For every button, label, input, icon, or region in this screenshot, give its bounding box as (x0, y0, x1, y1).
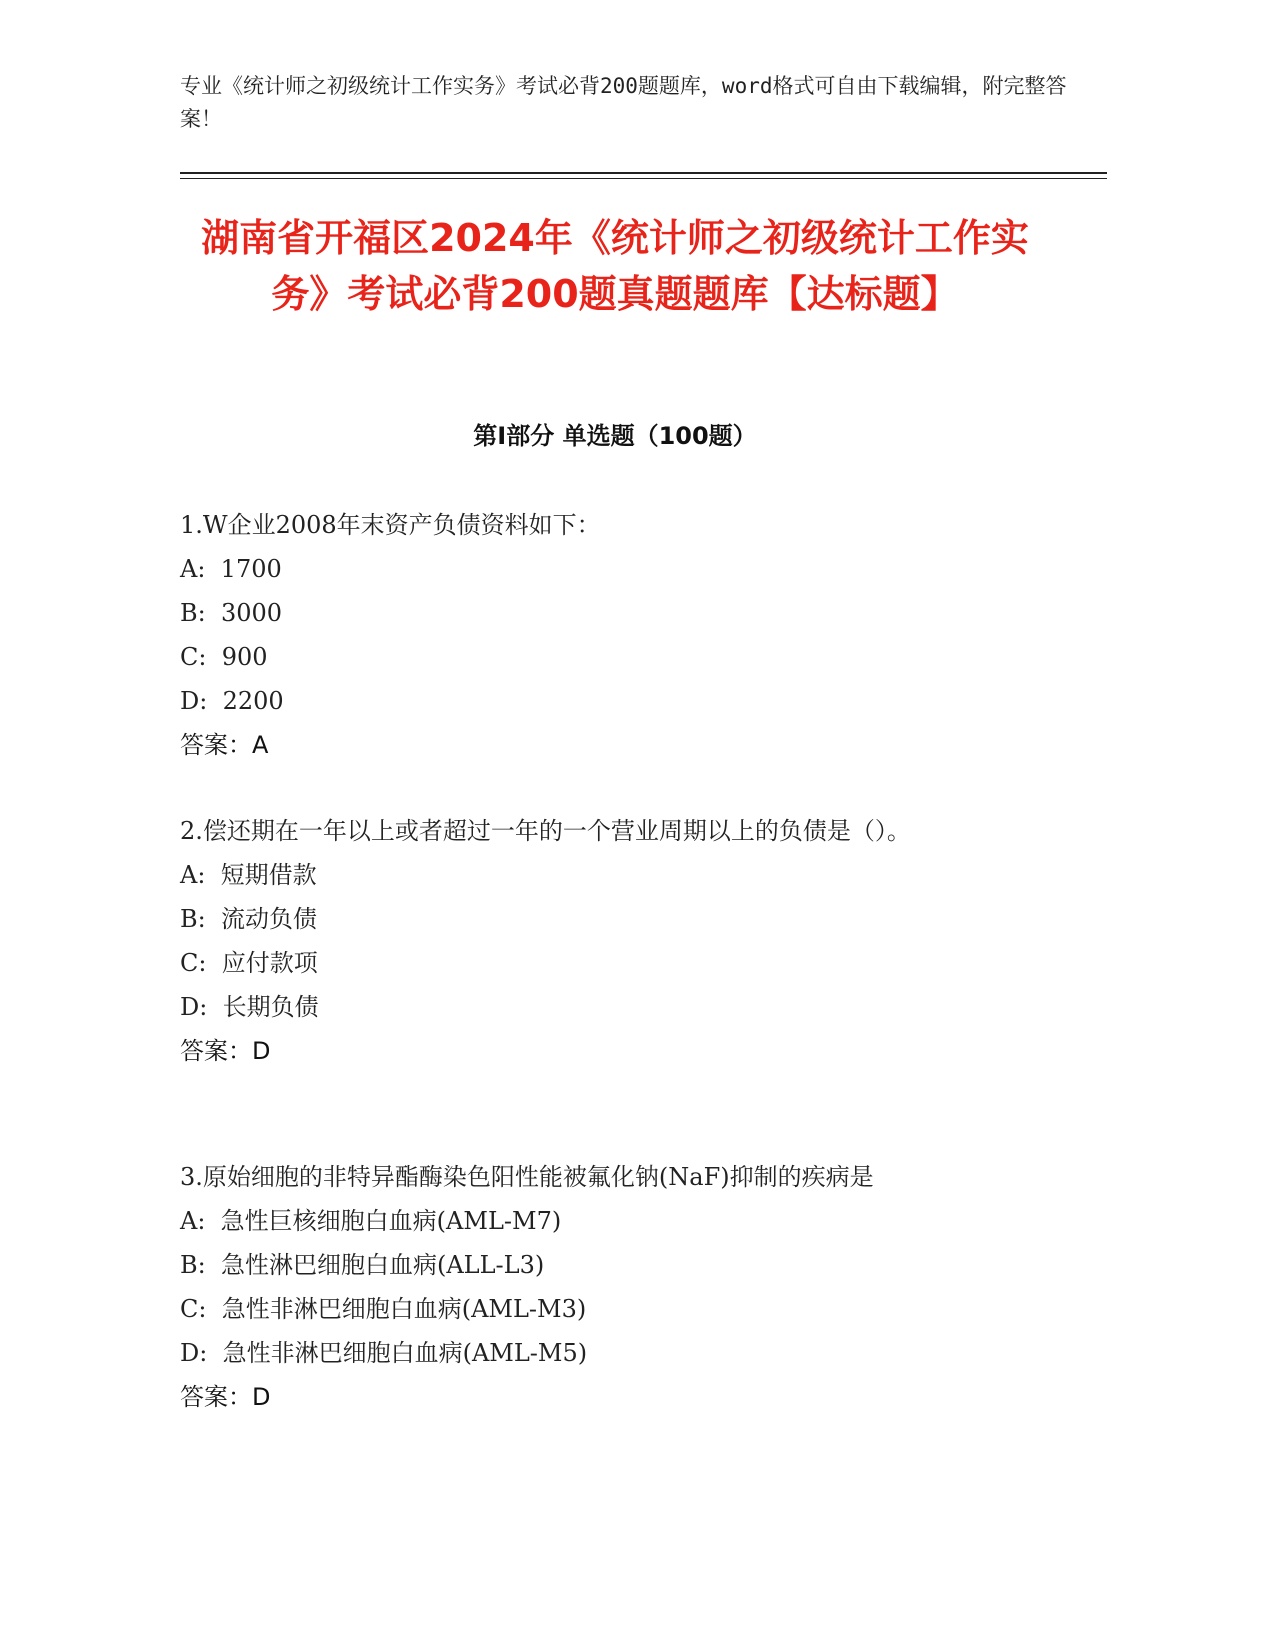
option-a: A: 急性巨核细胞白血病(AML-M7) (180, 1207, 562, 1235)
answer: 答案：A (180, 731, 269, 759)
option-d: D: 长期负债 (180, 993, 319, 1021)
question-1 (180, 503, 1080, 767)
section-heading: 第I部分 单选题（100题） (473, 422, 757, 450)
option-c: C: 应付款项 (180, 949, 318, 977)
option-d: D: 急性非淋巴细胞白血病(AML-M5) (180, 1339, 588, 1367)
option-a: A: 1700 (180, 555, 282, 583)
answer: 答案：D (180, 1037, 271, 1065)
question-text: 2.偿还期在一年以上或者超过一年的一个营业周期以上的负债是（）。 (180, 817, 911, 845)
option-c: C: 急性非淋巴细胞白血病(AML-M3) (180, 1295, 587, 1323)
document-title: 湖南省开福区2024年《统计师之初级统计工作实务》考试必背200题真题题库【达标题】 (201, 216, 1029, 316)
option-c: C: 900 (180, 643, 268, 671)
option-b: B: 3000 (180, 599, 283, 627)
question-2 (180, 809, 1080, 1073)
question-text: 3.原始细胞的非特异酯酶染色阳性能被氟化钠(NaF)抑制的疾病是 (180, 1163, 874, 1191)
header-note: 专业《统计师之初级统计工作实务》考试必背200题题库，word格式可自由下载编辑，附完整答案！ (180, 74, 1067, 131)
option-a: A: 短期借款 (180, 861, 317, 889)
header-divider-thick (180, 172, 1107, 174)
question-text: 1.W企业2008年末资产负债资料如下： (180, 511, 601, 539)
question-3 (180, 1155, 1080, 1419)
answer: 答案：D (180, 1383, 271, 1411)
option-b: B: 急性淋巴细胞白血病(ALL-L3) (180, 1251, 545, 1279)
option-d: D: 2200 (180, 687, 284, 715)
header-divider-thin (180, 178, 1107, 179)
option-b: B: 流动负债 (180, 905, 317, 933)
